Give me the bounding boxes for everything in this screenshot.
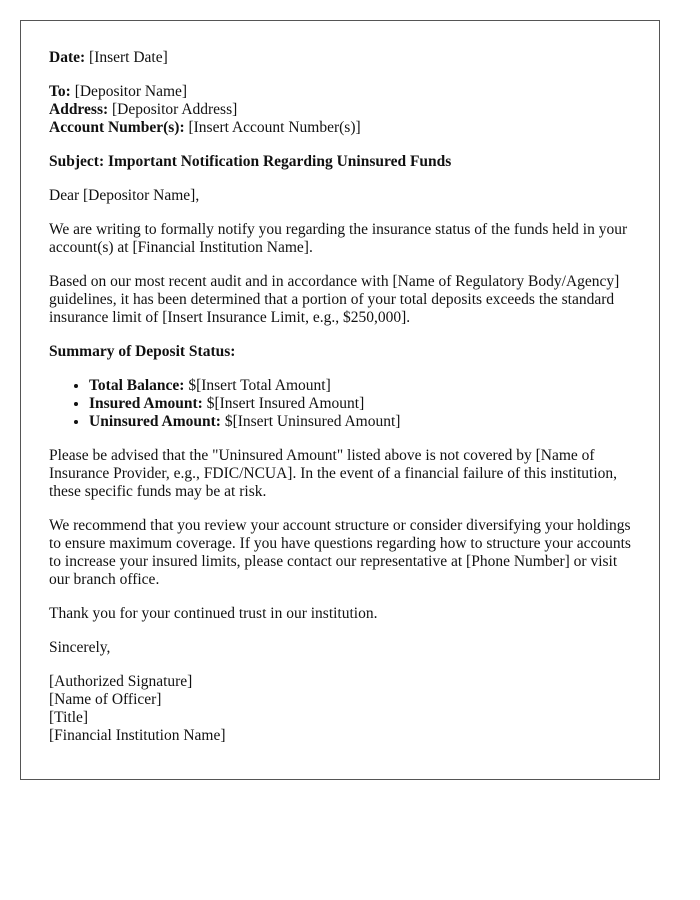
date-value: [Insert Date]	[85, 49, 168, 66]
address-line	[49, 101, 631, 119]
recipient-block	[49, 83, 631, 137]
signature-block	[49, 673, 631, 745]
to-value: [Depositor Name]	[70, 83, 188, 100]
institution-name: [Financial Institution Name]	[49, 727, 226, 744]
date-line	[49, 49, 631, 67]
paragraph-thanks: Thank you for your continued trust in our institution.	[49, 605, 378, 622]
paragraph-warning: Please be advised that the "Uninsured Amount" listed above is not covered by [Name of Insurance Provider, e.g., FDIC/NCUA]. In the event of a financial failure of this institution, these specific funds may be at risk.	[49, 447, 618, 500]
to-line	[49, 83, 631, 101]
summary-item-label: Total Balance:	[89, 377, 185, 394]
account-label: Account Number(s):	[49, 119, 185, 136]
summary-item-value: $[Insert Insured Amount]	[202, 395, 365, 412]
address-value: [Depositor Address]	[108, 101, 238, 118]
paragraph-audit: Based on our most recent audit and in accordance with [Name of Regulatory Body/Agency] guidelines, it has been determined that a portion of your total deposits exceeds the standard insurance limit of [Insert Insurance Limit, e.g., $250,000].	[49, 273, 620, 326]
summary-item-value: $[Insert Total Amount]	[184, 377, 331, 394]
account-line	[49, 119, 631, 137]
account-value: [Insert Account Number(s)]	[184, 119, 361, 136]
paragraph-recommendation: We recommend that you review your account structure or consider diversifying your holdings to ensure maximum coverage. If you have questions regarding how to structure your accounts to increase your insured limits, please contact our representative at [Phone Number] or visit our branch office.	[49, 517, 631, 588]
subject-line: Subject: Important Notification Regarding Uninsured Funds	[49, 153, 452, 170]
salutation: Dear [Depositor Name],	[49, 187, 200, 204]
summary-heading: Summary of Deposit Status:	[49, 343, 236, 360]
summary-list	[49, 377, 631, 431]
paragraph-intro: We are writing to formally notify you regarding the insurance status of the funds held in your account(s) at [Financial Institution Name].	[49, 221, 628, 256]
signature-line: [Authorized Signature]	[49, 673, 193, 690]
officer-title: [Title]	[49, 709, 89, 726]
officer-name: [Name of Officer]	[49, 691, 162, 708]
closing: Sincerely,	[49, 639, 111, 656]
summary-item-label: Uninsured Amount:	[89, 413, 221, 430]
date-label: Date:	[49, 49, 86, 66]
summary-item-label: Insured Amount:	[89, 395, 203, 412]
address-label: Address:	[49, 101, 109, 118]
summary-item-uninsured	[89, 413, 631, 431]
letter-document	[20, 20, 660, 780]
summary-item-value: $[Insert Uninsured Amount]	[220, 413, 401, 430]
to-label: To:	[49, 83, 71, 100]
summary-item-insured	[89, 395, 631, 413]
summary-item-total	[89, 377, 631, 395]
